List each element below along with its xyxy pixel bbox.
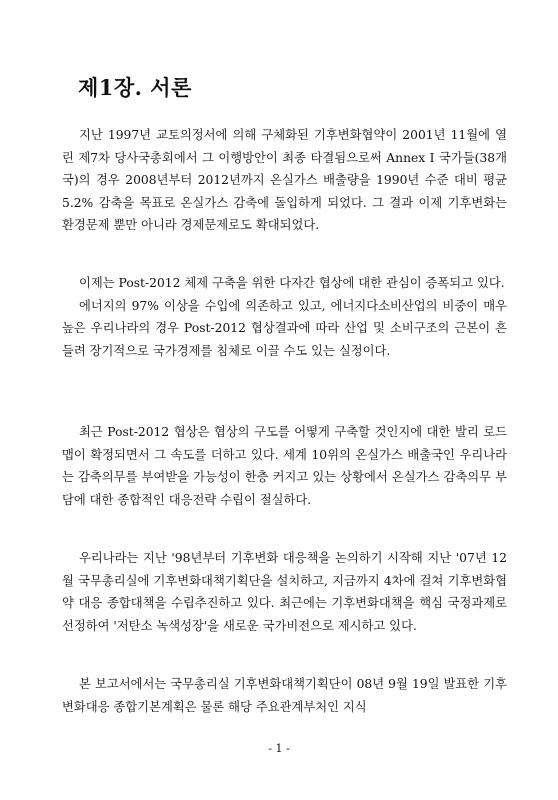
paragraph-report-scope: 본 보고서에서는 국무총리실 기후변화대책기획단이 08년 9월 19일 발표한 기후변화대응 종합기본계획은 물론 해당 주요관계부처인 지식 xyxy=(62,677,507,714)
paragraph-energy-dependence: 에너지의 97% 이상을 수입에 의존하고 있고, 에너지다소비산업의 비중이 매우 높은 우리나라의 경우 Post-2012 협상결과에 따라 산업 및 소비구조의 근본이 흔들려 장기적으로 국가경제를 침체로 이끌 수도 있는 실정이다. xyxy=(62,298,507,358)
chapter-title: 제1장. 서론 xyxy=(78,75,192,100)
intro-block xyxy=(62,124,507,259)
page-number: - 1 - xyxy=(268,742,290,755)
post2012-block xyxy=(62,272,507,384)
negotiation-block xyxy=(62,421,507,533)
report-block xyxy=(62,673,507,718)
paragraph-post2012-interest: 이제는 Post-2012 체제 구축을 위한 다자간 협상에 대한 관심이 증폭되고 있다. xyxy=(79,276,505,290)
paragraph-bali-roadmap: 최근 Post-2012 협상은 협상의 구도를 어떻게 구축할 것인지에 대한 발리 로드맵이 확정되면서 그 속도를 더하고 있다. 세계 10위의 온실가스 배출국인 우리나라는 감축의무를 부여받을 가능성이 한층 커지고 있는 상황에서 온실가스 감축의무 부담에 대한 종합적인 대응전략 수립이 절실하다. xyxy=(62,425,507,507)
paragraph-kyoto: 지난 1997년 교토의정서에 의해 구체화된 기후변화협약이 2001년 11월에 열린 제7차 당사국총회에서 그 이행방안이 최종 타결됨으로써 Annex I 국가들(38개국)의 경우 2008년부터 2012년까지 온실가스 배출량을 1990년 수준 대비 평균 5.2% 감축을 목표로 온실가스 감축에 돌입하게 되었다. 그 결과 이제 기후변화는 환경문제 뿐만 아니라 경제문제로도 확대되었다. xyxy=(62,128,507,232)
paragraph-korea-policy: 우리나라는 지난 '98년부터 기후변화 대응책을 논의하기 시작해 지난 '07년 12월 국무총리실에 기후변화대책기획단을 설치하고, 지금까지 4차에 걸쳐 기후변화협약 대응 종합대책을 수립추진하고 있다. 최근에는 기후변화대책을 핵심 국정과제로 선정하여 '저탄소 녹색성장'을 새로운 국가비전으로 제시하고 있다. xyxy=(62,551,507,633)
policy-block xyxy=(62,547,507,659)
